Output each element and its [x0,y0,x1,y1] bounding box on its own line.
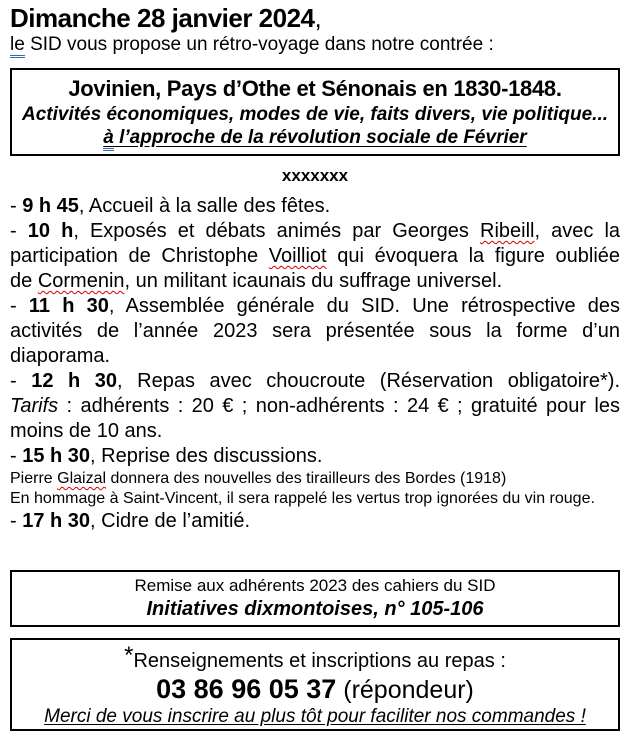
misspelled-word: Ribeill [480,220,535,242]
schedule-line: Tarifs : adhérents : 20 € ; non-adhérents : 24 € ; gratuité pour les [10,395,620,417]
handout-line: Remise aux adhérents 2023 des cahiers du SID [134,576,496,595]
misspelled-word: Glaizal [57,470,107,487]
schedule-line: participation de Christophe Voilliot qui évoquera la figure oubliée [10,245,621,267]
asterisk-note: * [124,642,134,669]
contact-intro: *Renseignements et inscriptions au repas : [124,642,506,672]
separator-xxx: xxxxxxx [281,166,349,185]
schedule-line: En hommage à Saint-Vincent, il sera rappelé les vertus trop ignorées du vin rouge. [10,490,595,507]
schedule-line: - 12 h 30, Repas avec choucroute (Réservation obligatoire*). [10,370,620,392]
grammar-underlined-word: le [10,34,25,58]
misspelled-word: Voilliot [268,245,327,267]
intro-line: le SID vous propose un rétro-voyage dans notre contrée : [10,33,620,56]
schedule-line: moins de 10 ans. [10,420,163,442]
schedule-line: activités de l’année 2023 sera présentée sous la forme d’un [10,320,620,342]
handout-box [10,570,620,627]
page-title: Dimanche 28 janvier 2024, [10,3,322,33]
event-subtitle: Activités économiques, modes de vie, faits divers, vie politique... [21,104,608,125]
event-subtitle-2: à l’approche de la révolution sociale de Février [18,126,612,149]
grammar-underlined-word: à [103,127,114,151]
schedule-line: diaporama. [10,345,111,367]
schedule-line: - 17 h 30, Cidre de l’amitié. [10,510,251,532]
contact-reminder: Merci de vous inscrire au plus tôt pour faciliter nos commandes ! [44,706,586,727]
schedule-line: de Cormenin, un militant icaunais du suffrage universel. [10,270,503,292]
misspelled-word: Cormenin [37,270,125,292]
schedule-line: - 11 h 30, Assemblée générale du SID. Une rétrospective des [10,295,621,317]
phone-line: 03 86 96 05 37 (répondeur) [156,674,474,704]
contact-box [10,638,620,731]
event-title-box [10,68,620,156]
schedule-line: - 15 h 30, Reprise des discussions. [10,445,323,467]
schedule-line: - 10 h, Exposés et débats animés par Georges Ribeill, avec la [10,220,621,242]
schedule-line: - 9 h 45, Accueil à la salle des fêtes. [10,195,331,217]
event-title: Jovinien, Pays d’Othe et Sénonais en 1830-1848. [68,76,562,101]
handout-publication: Initiatives dixmontoises, n° 105-106 [146,598,484,620]
schedule [10,194,620,534]
schedule-line: Pierre Glaizal donnera des nouvelles des tirailleurs des Bordes (1918) [10,470,507,487]
phone-number: 03 86 96 05 37 [156,674,337,704]
